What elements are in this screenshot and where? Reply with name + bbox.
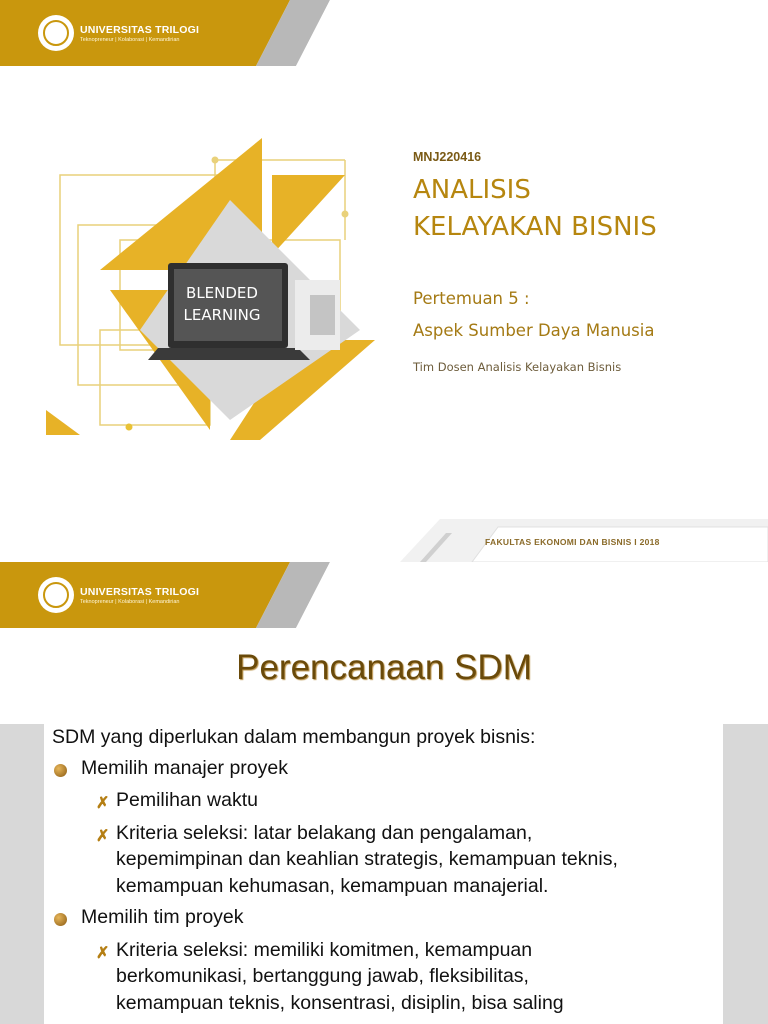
sub-pemilihan-waktu: Pemilihan waktu [116,789,258,811]
sub-kriteria-tim-l3: kemampuan teknis, konsentrasi, disiplin, bisa saling [116,992,564,1014]
blended-learning-illustration [40,130,380,440]
sub-kriteria-manajer-l1: Kriteria seleksi: latar belakang dan pengalaman, [116,822,533,844]
bullet-icon [54,764,67,777]
footer-text: FAKULTAS EKONOMI DAN BISNIS I 2018 [485,537,660,547]
university-seal-icon [38,15,74,51]
header-banner [0,0,768,66]
right-gray-bar [723,724,768,1024]
bullet-memilih-manajer: Memilih manajer proyek [81,757,288,779]
slide-title-line1: ANALISIS [413,175,531,205]
bullet-memilih-tim: Memilih tim proyek [81,906,244,928]
meeting-label: Pertemuan 5 : [413,289,530,308]
header-banner-2 [0,562,768,628]
sub-kriteria-tim-l1: Kriteria seleksi: memiliki komitmen, kemampuan [116,939,533,961]
x-bullet-icon: ✗ [96,795,110,812]
university-name: UNIVERSITAS TRILOGI [80,23,200,36]
content-slide [0,562,768,1024]
university-tagline: Teknopreneur | Kolaborasi | Kemandirian [80,598,180,605]
topic-label: Aspek Sumber Daya Manusia [413,321,655,340]
sub-kriteria-manajer-l2: kepemimpinan dan keahlian strategis, kemampuan teknis, [116,848,618,870]
illustration-text-blended: BLENDED [186,284,258,302]
university-seal-icon [38,577,74,613]
university-logo [38,15,199,51]
sub-kriteria-manajer-l3: kemampuan kehumasan, kemampuan manajerial. [116,875,549,897]
x-bullet-icon: ✗ [96,828,110,845]
university-tagline: Teknopreneur | Kolaborasi | Kemandirian [80,36,180,43]
sub-kriteria-tim-l2: berkomunikasi, bertanggung jawab, fleksibilitas, [116,965,529,987]
slide-title-line2: KELAYAKAN BISNIS [413,212,657,242]
slide-heading: Perencanaan SDM [236,648,532,687]
intro-text: SDM yang diperlukan dalam membangun proyek bisnis: [52,726,536,748]
bullet-icon [54,913,67,926]
x-bullet-icon: ✗ [96,945,110,962]
university-name: UNIVERSITAS TRILOGI [80,585,200,598]
university-logo-2 [38,577,199,613]
team-label: Tim Dosen Analisis Kelayakan Bisnis [413,360,622,374]
illustration-text-learning: LEARNING [183,306,261,324]
slide-title [413,172,657,246]
course-code: MNJ220416 [413,150,482,164]
left-gray-bar [0,724,44,1024]
